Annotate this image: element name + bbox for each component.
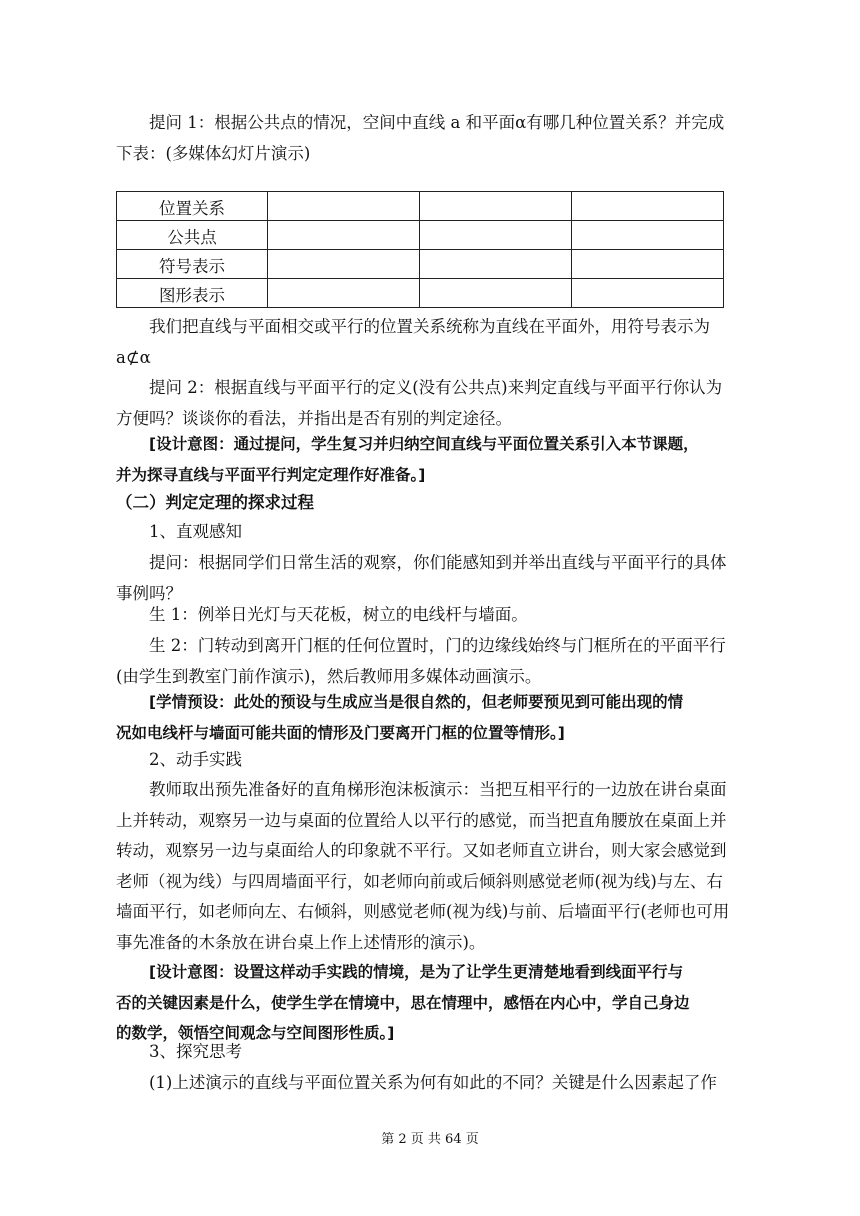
- question-2: [116, 373, 756, 434]
- table-cell: [420, 250, 572, 279]
- student-2-answer-line1: 生 2：门转动到离开门框的任何位置时，门的边缘线始终与门框所在的平面平行: [149, 636, 726, 655]
- design-intent-2-line1: [设计意图：设置这样动手实践的情境，是为了让学生更清楚地看到线面平行与: [149, 963, 684, 981]
- teacher-demo-line5: 墙面平行，如老师向左、右倾斜，则感觉老师(视为线)与前、后墙面平行(老师也可用: [116, 902, 730, 921]
- learning-preset-line2: 况如电线杆与墙面可能共面的情形及门要离开门框的位置等情形。]: [116, 723, 565, 742]
- design-intent-1-line2: 并为探寻直线与平面平行判定定理作好准备。]: [116, 465, 426, 484]
- table-row-label: 公共点: [117, 221, 268, 250]
- student-2-answer-line2: (由学生到教室门前作演示)，然后教师用多媒体动画演示。: [116, 666, 542, 686]
- position-relation-table: [116, 191, 724, 308]
- table-row: [117, 279, 724, 308]
- learning-preset: [116, 687, 756, 748]
- student-2-answer: [116, 631, 756, 692]
- table-cell: [268, 250, 420, 279]
- design-intent-1: [116, 429, 756, 490]
- outside-plane-line2: a⊄α: [116, 347, 151, 367]
- table-row-label: 位置关系: [117, 192, 268, 221]
- teacher-demo-line6: 事先准备的木条放在讲台桌上作上述情形的演示)。: [116, 932, 486, 952]
- table-row: [117, 221, 724, 250]
- table-cell: [572, 250, 724, 279]
- question-2-line1: 提问 2：根据直线与平面平行的定义(没有公共点)来判定直线与平面平行你认为: [149, 378, 723, 397]
- table-cell: [420, 279, 572, 308]
- section-heading-2: （二）判定定理的探求过程: [116, 493, 314, 512]
- subsection-2: 2、动手实践: [149, 750, 242, 769]
- student-1-answer: 生 1：例举日光灯与天花板，树立的电线杆与墙面。: [149, 605, 528, 624]
- subsection-3: 3、探究思考: [149, 1042, 242, 1061]
- outside-plane-paragraph: [116, 312, 756, 373]
- teacher-demo-line1: 教师取出预先准备好的直角梯形泡沫板演示：当把互相平行的一边放在讲台桌面: [149, 780, 727, 799]
- teacher-demo-line3: 转动，观察另一边与桌面给人的印象就不平行。又如老师直立讲台，则大家会感觉到: [116, 841, 727, 860]
- outside-plane-line1: 我们把直线与平面相交或平行的位置关系统称为直线在平面外，用符号表示为: [149, 317, 710, 336]
- table-cell: [572, 192, 724, 221]
- table-cell: [268, 279, 420, 308]
- design-intent-2-line2: 否的关键因素是什么，使学生学在情境中，思在情理中，感悟在内心中，学自己身边: [116, 993, 690, 1012]
- question-intuitive-line2: 事例吗？: [116, 583, 182, 603]
- subsection-1: 1、直观感知: [149, 522, 242, 541]
- page-footer: 第 2 页 共 64 页: [381, 1132, 479, 1147]
- table-cell: [420, 221, 572, 250]
- table-cell: [572, 279, 724, 308]
- teacher-demo-line2: 上并转动，观察另一边与桌面的位置给人以平行的感觉，而当把直角腰放在桌面上并: [116, 810, 727, 830]
- table-row-label: 图形表示: [117, 279, 268, 308]
- table-cell: [268, 192, 420, 221]
- question-2-line2: 方便吗？谈谈你的看法，并指出是否有别的判定途径。: [116, 408, 512, 428]
- table-row-label: 符号表示: [117, 250, 268, 279]
- table-cell: [420, 192, 572, 221]
- table-cell: [572, 221, 724, 250]
- learning-preset-line1: [学情预设：此处的预设与生成应当是很自然的，但老师要预见到可能出现的情: [149, 693, 684, 711]
- question-1-line2: 下表：(多媒体幻灯片演示): [116, 143, 311, 163]
- design-intent-1-line1: [设计意图：通过提问，学生复习并归纳空间直线与平面位置关系引入本节课题，: [149, 435, 699, 453]
- question-1-line1: 提问 1：根据公共点的情况，空间中直线 a 和平面α有哪几种位置关系？并完成: [149, 113, 725, 132]
- question-intuitive-line1: 提问：根据同学们日常生活的观察，你们能感知到并举出直线与平面平行的具体: [149, 553, 727, 572]
- design-intent-2-line3: 的数学，领悟空间观念与空间图形性质。]: [116, 1024, 395, 1042]
- design-intent-2: [116, 957, 756, 1049]
- table-row: [117, 250, 724, 279]
- question-1: [116, 108, 756, 169]
- table-row: [117, 192, 724, 221]
- teacher-demo-paragraph: [116, 775, 756, 958]
- question-3: (1)上述演示的直线与平面位置关系为何有如此的不同？关键是什么因素起了作: [149, 1073, 717, 1092]
- teacher-demo-line4: 老师（视为线）与四周墙面平行，如老师向前或后倾斜则感觉老师(视为线)与左、右: [116, 871, 723, 891]
- table-cell: [268, 221, 420, 250]
